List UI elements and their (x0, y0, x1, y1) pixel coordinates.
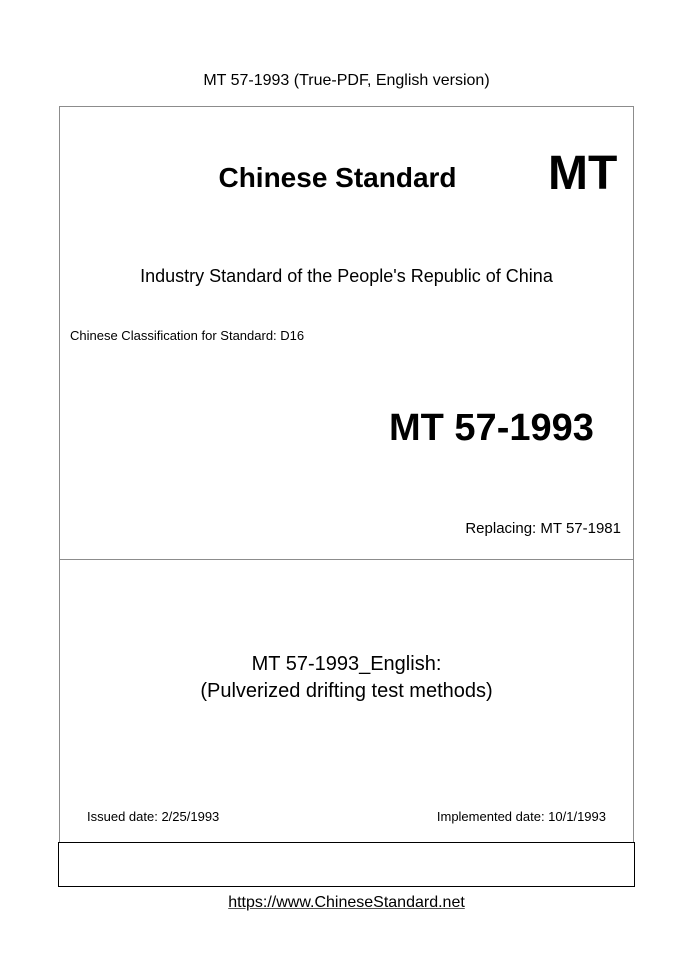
issued-date: Issued date: 2/25/1993 (87, 809, 220, 824)
footer (0, 892, 693, 914)
document-title-line-1: MT 57-1993_English: (251, 653, 442, 675)
website-link[interactable]: https://www.ChineseStandard.net (228, 894, 465, 911)
replacing-line: Replacing: MT 57-1981 (465, 520, 621, 537)
cover-bottom-frame (58, 842, 635, 887)
cover-heading: Chinese Standard (218, 162, 457, 193)
document-title (0, 651, 693, 705)
classification-line: Chinese Classification for Standard: D16 (70, 328, 305, 343)
standard-number: MT 57-1993 (389, 407, 594, 449)
industry-standard-line: Industry Standard of the People's Republic of China (140, 266, 553, 286)
implemented-date: Implemented date: 10/1/1993 (436, 809, 606, 824)
document-title-line-2: (Pulverized drifting test methods) (200, 680, 493, 702)
document-header-title: MT 57-1993 (True-PDF, English version) (203, 72, 490, 89)
standard-code-mark: MT (548, 147, 618, 200)
